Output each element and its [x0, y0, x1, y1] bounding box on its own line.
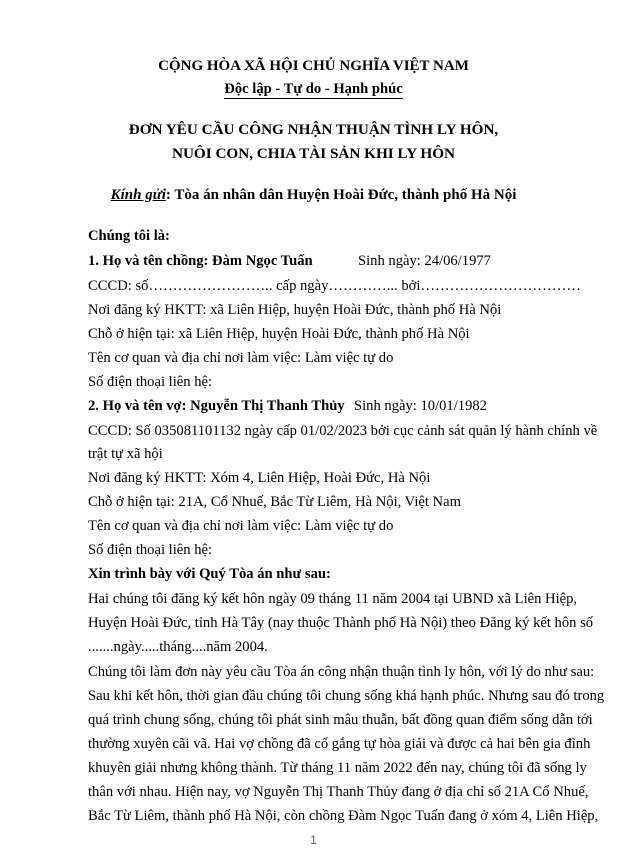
- husband-hktt: Nơi đăng ký HKTT: xã Liên Hiệp, huyện Hoài Đức, thành phố Hà Nội: [88, 302, 502, 318]
- document-title-line1: ĐƠN YÊU CẦU CÔNG NHẬN THUẬN TÌNH LY HÔN,: [128, 121, 499, 138]
- body-p2-line5: khuyên giải nhưng không thành. Từ tháng 11 năm 2022 đến nay, chúng tôi đã sống ly: [88, 760, 587, 776]
- body-p2-line4: thường xuyên cãi vã. Hai vợ chồng đã cố gắng tự hòa giải và được cả hai bên gia đình: [88, 736, 591, 752]
- husband-residence: Chỗ ở hiện tại: xã Liên Hiệp, huyện Hoài Đức, thành phố Hà Nội: [88, 326, 470, 342]
- body-p1-line3: .......ngày.....tháng....năm 2004.: [88, 639, 268, 655]
- national-motto: [0, 81, 627, 98]
- intro-line: Chúng tôi là:: [88, 228, 170, 244]
- wife-residence: Chỗ ở hiện tại: 21A, Cổ Nhuế, Bắc Từ Liêm, Hà Nội, Việt Nam: [88, 494, 461, 510]
- page-number: 1: [310, 833, 317, 847]
- body-p1-line2: Huyện Hoài Đức, tỉnh Hà Tây (nay thuộc Thành phố Hà Nội) theo Đăng ký kết hôn số: [88, 615, 594, 631]
- wife-name: 2. Họ và tên vợ: Nguyễn Thị Thanh Thủy: [88, 398, 345, 414]
- body-p2-line6: thân với nhau. Hiện nay, vợ Nguyễn Thị Thanh Thủy đang ở địa chỉ số 21A Cổ Nhuế,: [88, 784, 589, 800]
- husband-phone: Số điện thoại liên hệ:: [88, 374, 213, 390]
- recipient-label: Kính gửi: [110, 187, 166, 203]
- body-p2-line1: Chúng tôi làm đơn này yêu cầu Tòa án công nhận thuận tình ly hôn, với lý do như sau:: [88, 664, 595, 680]
- wife-birth: Sinh ngày: 10/01/1982: [354, 398, 487, 414]
- husband-name: 1. Họ và tên chồng: Đàm Ngọc Tuấn: [88, 253, 313, 269]
- recipient-value: : Tòa án nhân dân Huyện Hoài Đức, thành phố Hà Nội: [165, 187, 517, 203]
- husband-birth: Sinh ngày: 24/06/1977: [358, 253, 491, 269]
- husband-name-line: [88, 253, 575, 270]
- husband-cccd: CCCD: số…………………….. cấp ngày…………... bởi……………………………: [88, 278, 581, 294]
- wife-work: Tên cơ quan và địa chỉ nơi làm việc: Làm việc tự do: [88, 518, 394, 534]
- motto-text: Độc lập - Tự do - Hạnh phúc: [224, 81, 403, 97]
- body-p1-line1: Hai chúng tôi đăng ký kết hôn ngày 09 tháng 11 năm 2004 tại UBND xã Liên Hiệp,: [88, 591, 578, 607]
- document-title-line2: NUÔI CON, CHIA TÀI SẢN KHI LY HÔN: [172, 145, 455, 162]
- husband-work: Tên cơ quan và địa chỉ nơi làm việc: Làm việc tự do: [88, 350, 394, 366]
- section-heading: Xin trình bày với Quý Tòa án như sau:: [88, 566, 331, 582]
- wife-phone: Số điện thoại liên hệ:: [88, 542, 213, 558]
- wife-name-line: [88, 398, 575, 415]
- wife-hktt: Nơi đăng ký HKTT: Xóm 4, Liên Hiệp, Hoài Đức, Hà Nội: [88, 470, 431, 486]
- body-p2-line2: Sau khi kết hôn, thời gian đầu chúng tôi chung sống khá hạnh phúc. Nhưng sau đó trong: [88, 688, 605, 704]
- wife-cccd-cont: trật tự xã hội: [88, 446, 163, 462]
- recipient-line: [0, 187, 627, 204]
- body-p2-line3: quá trình chung sống, chúng tôi phát sinh mâu thuẫn, bất đồng quan điểm sống dẫn tới: [88, 712, 593, 728]
- wife-cccd: CCCD: Số 035081101132 ngày cấp 01/02/2023 bởi cục cảnh sát quản lý hành chính về: [88, 423, 598, 439]
- body-p2-line7: Bắc Từ Liêm, thành phố Hà Nội, còn chồng Đàm Ngọc Tuấn đang ở xóm 4, Liên Hiệp,: [88, 808, 599, 824]
- national-title: CỘNG HÒA XÃ HỘI CHỦ NGHĨA VIỆT NAM: [158, 58, 469, 74]
